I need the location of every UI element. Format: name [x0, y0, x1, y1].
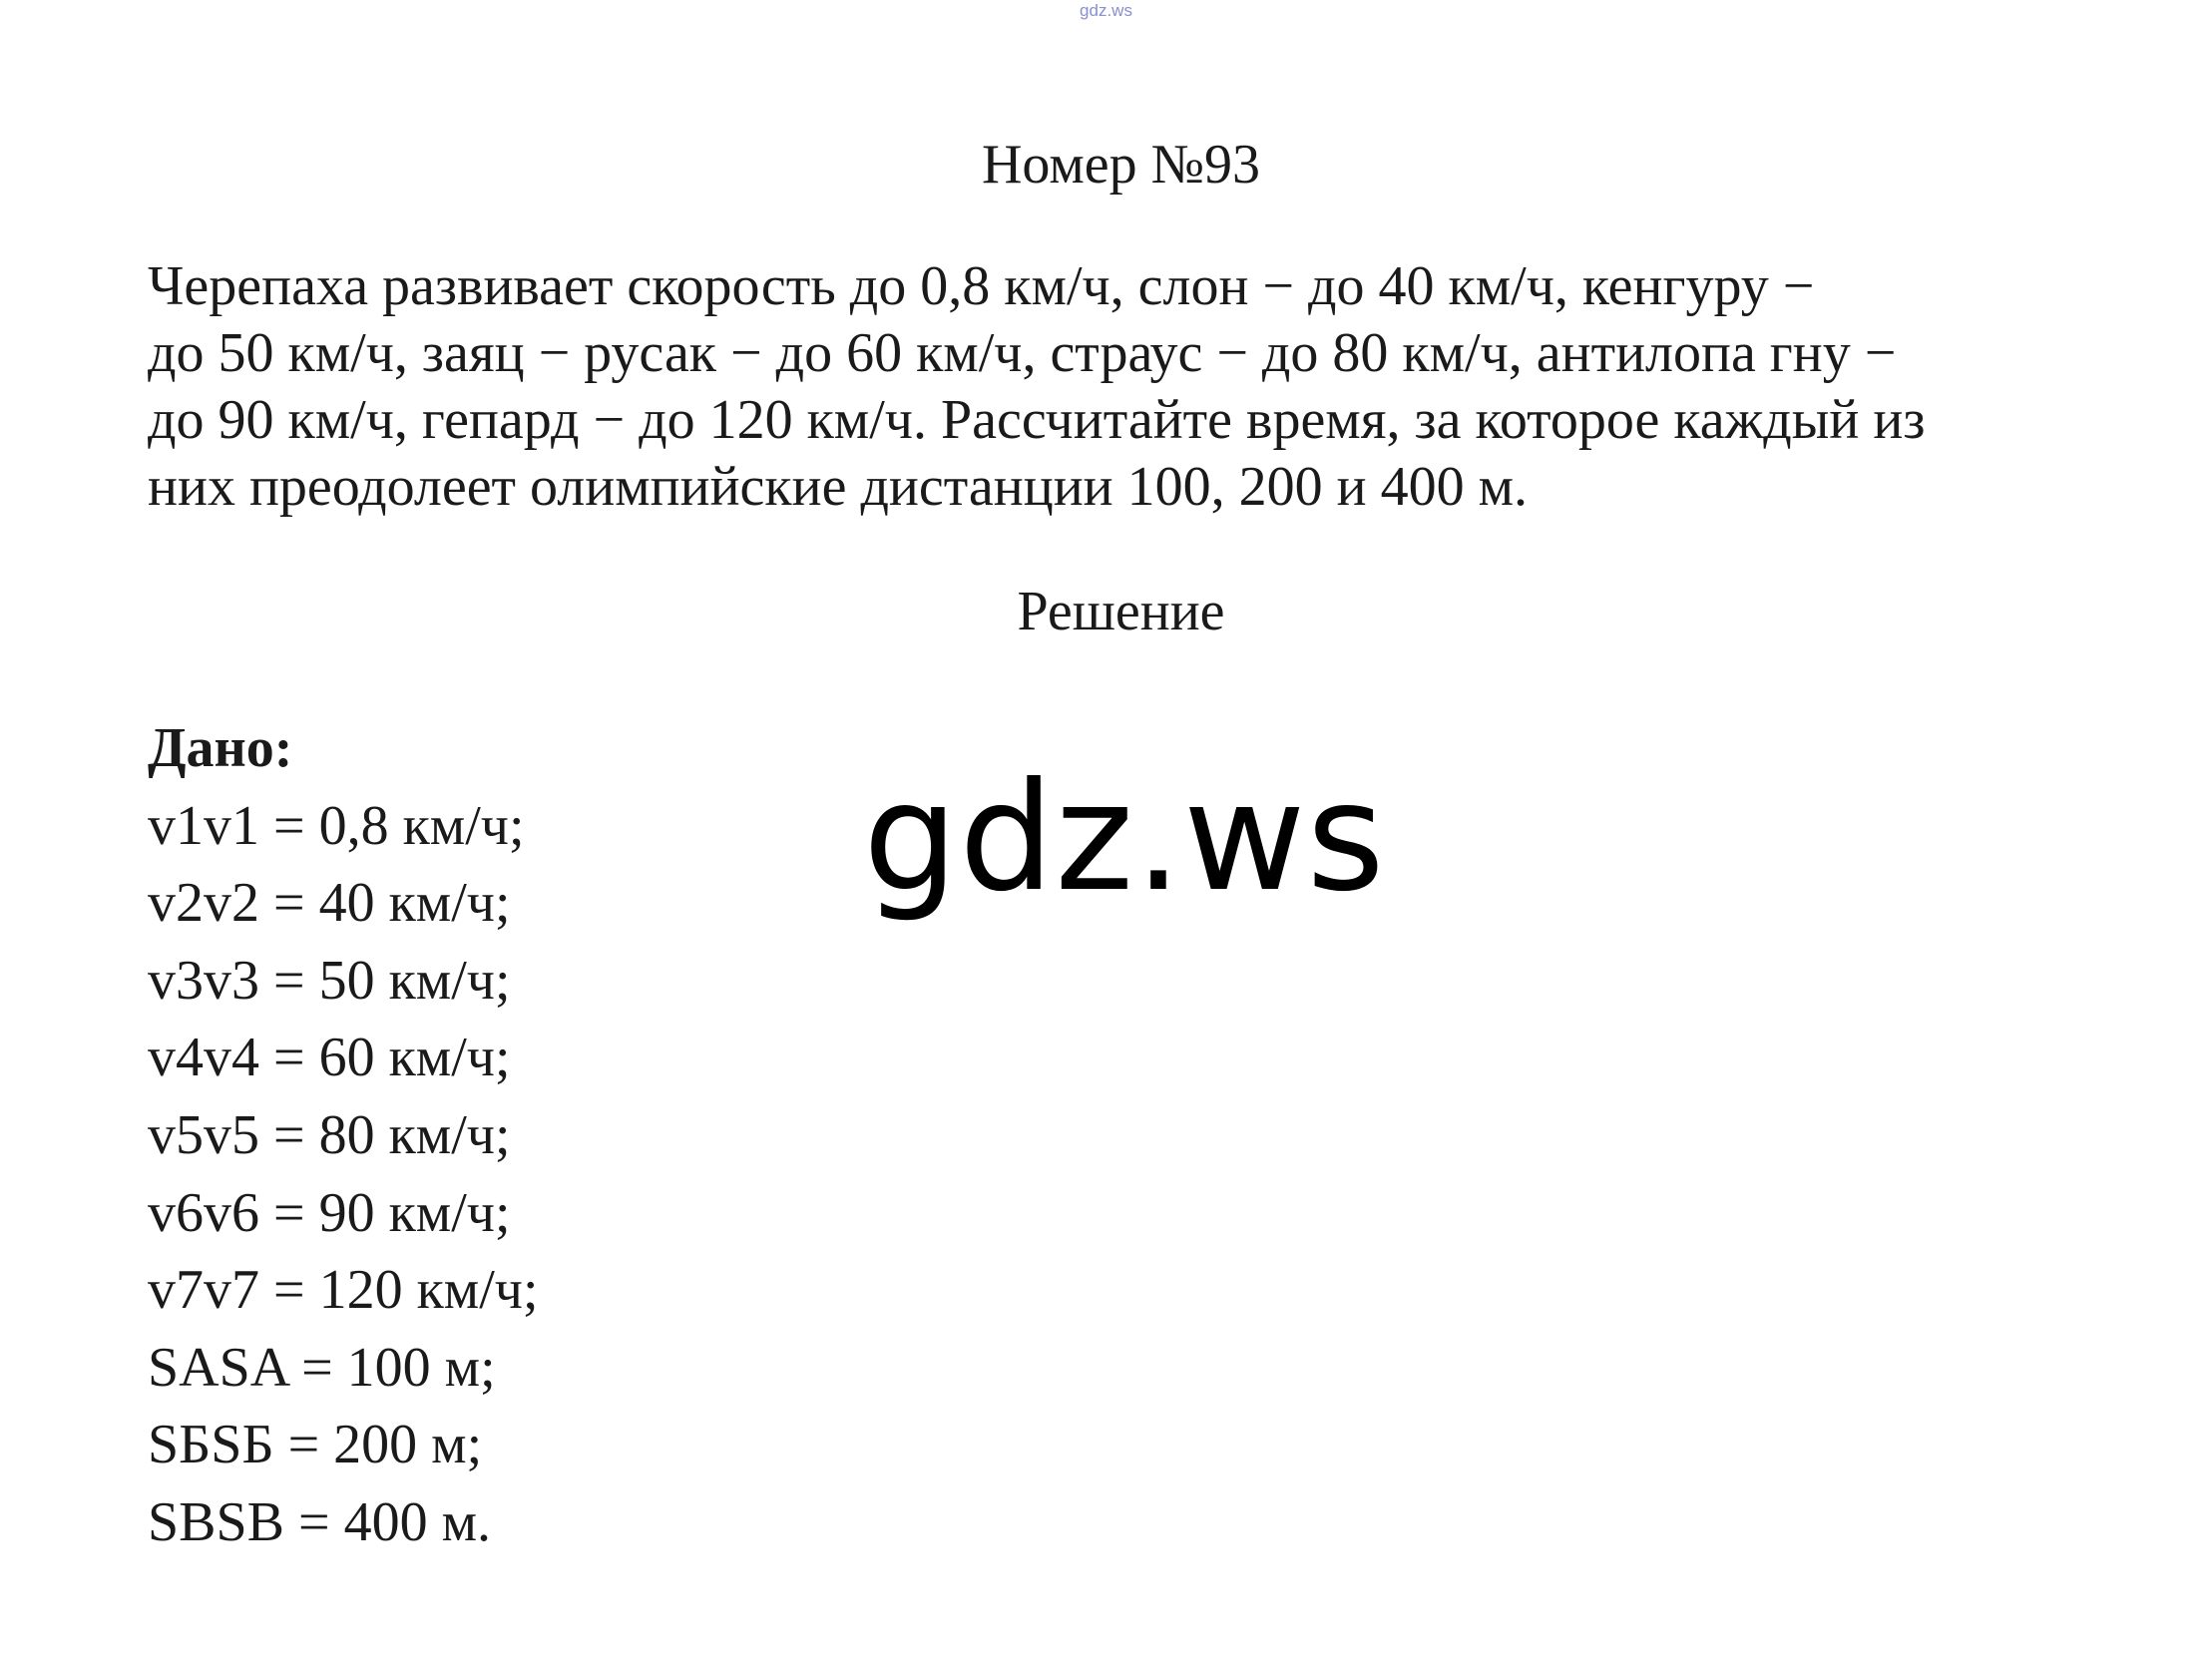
problem-line: до 90 км/ч, гепард − до 120 км/ч. Рассчитайте время, за которое каждый из [148, 389, 1926, 451]
given-item: v3v3 = 50 км/ч; [148, 949, 511, 1012]
problem-title: Номер №93 [981, 134, 1261, 196]
solution-heading: Решение [1017, 581, 1225, 642]
site-watermark: gdz.ws [863, 751, 1386, 925]
given-item: v5v5 = 80 км/ч; [148, 1103, 511, 1166]
given-item: SБSБ = 200 м; [148, 1414, 483, 1476]
problem-line: них преодолеет олимпийские дистанции 100, 200 и 400 м. [148, 456, 1529, 518]
given-section [148, 710, 539, 1562]
given-item: v7v7 = 120 км/ч; [148, 1259, 539, 1322]
given-label: Дано: [148, 717, 293, 779]
given-item: SBSB = 400 м. [148, 1490, 492, 1553]
given-item: v2v2 = 40 км/ч; [148, 872, 511, 935]
problem-line: Черепаха развивает скорость до 0,8 км/ч, слон − до 40 км/ч, кенгуру − [148, 255, 1815, 317]
given-list [148, 788, 539, 1562]
header-watermark: gdz.ws [1080, 1, 1132, 20]
given-item: v6v6 = 90 км/ч; [148, 1181, 511, 1244]
given-item: v4v4 = 60 км/ч; [148, 1027, 511, 1089]
problem-line: до 50 км/ч, заяц − русак − до 60 км/ч, страус − до 80 км/ч, антилопа гну − [148, 322, 1897, 384]
given-item: v1v1 = 0,8 км/ч; [148, 794, 525, 857]
problem-statement [148, 253, 2123, 521]
given-item: SASA = 100 м; [148, 1336, 496, 1399]
